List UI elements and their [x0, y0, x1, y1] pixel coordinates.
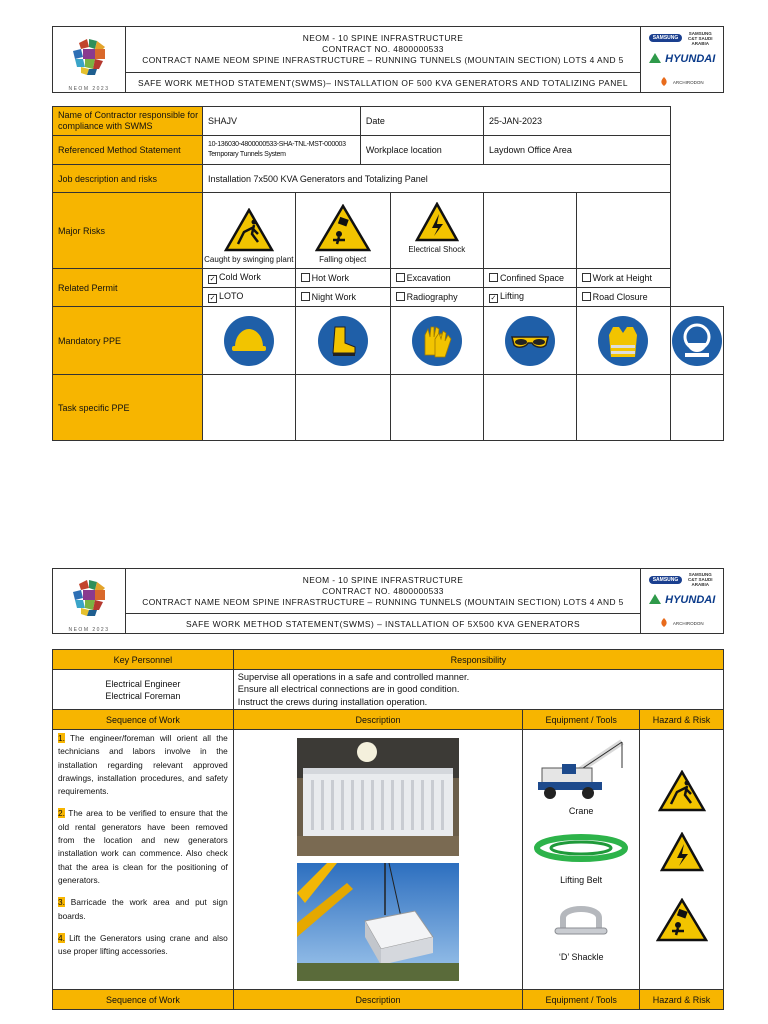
permit-cold-work[interactable]: ✓ Cold Work [203, 269, 296, 288]
header-line-1: NEOM - 10 SPINE INFRASTRUCTURE [302, 33, 464, 43]
safety-glasses-icon [504, 315, 556, 367]
swinging-plant-warning-icon [224, 208, 274, 252]
checkbox[interactable] [396, 292, 405, 301]
contractor-label: Name of Contractor responsible for compliance with SWMS [53, 107, 203, 136]
swms-subtitle: SAFE WORK METHOD STATEMENT(SWMS) – INSTALLATION OF 5X500 KVA GENERATORS [126, 614, 641, 634]
ppe-cell [671, 307, 724, 375]
related-permit-label: Related Permit [53, 269, 203, 307]
electrical-shock-warning-icon [660, 832, 704, 872]
archirodon-flame-icon [660, 77, 668, 86]
archirodon-flame-icon [660, 618, 668, 627]
key-personnel-header: Key Personnel [53, 650, 234, 670]
permit-lifting[interactable]: ✓ Lifting [483, 288, 576, 307]
ppe-cell [576, 307, 670, 375]
header-title-block [126, 27, 641, 73]
ppe-cell [203, 307, 296, 375]
archirodon-logo: ARCHIRODON [672, 621, 704, 626]
ppe-cell [483, 307, 576, 375]
contractor-logos: SAMSUNG SAMSUNG C&T SAUDI ARABIA HYUNDAI ARCHIRODON [641, 569, 724, 634]
step-3: 3. Barricade the work area and put sign boards. [58, 897, 228, 921]
task-ppe-cell [295, 375, 390, 441]
header-line-2: CONTRACT NO. 4800000533 [322, 585, 444, 596]
lifting-belt-icon [534, 828, 629, 868]
ppe-cell [295, 307, 390, 375]
ref-statement-value: 10-136030-4800000533-SHA-TNL-MST-000003 Temporary Tunnels System [203, 136, 361, 165]
risk-falling-object [295, 193, 390, 269]
swms-subtitle: SAFE WORK METHOD STATEMENT(SWMS)– INSTALLATION OF 500 KVA GENERATORS AND TOTALIZING PANEL [126, 73, 641, 93]
description-header-repeat: Description [233, 990, 522, 1010]
hazard-header-repeat: Hazard & Risk [640, 990, 724, 1010]
key-personnel-names: Electrical Engineer Electrical Foreman [53, 670, 234, 710]
falling-object-warning-icon [315, 204, 371, 252]
risk-label-1: Caught by swinging plant [204, 255, 294, 264]
task-ppe-cell [483, 375, 576, 441]
risk-electrical-shock [390, 193, 483, 269]
safety-boots-icon [317, 315, 369, 367]
checkbox-checked[interactable]: ✓ [209, 295, 216, 302]
checkbox-checked[interactable]: ✓ [209, 276, 216, 283]
checkbox-checked[interactable]: ✓ [490, 295, 497, 302]
document-header-2 [52, 568, 724, 634]
equipment-list [523, 730, 640, 990]
work-sequence-table [52, 649, 724, 1010]
swinging-plant-warning-icon [658, 770, 706, 812]
checkbox[interactable] [301, 292, 310, 301]
permit-road-closure[interactable]: Road Closure [576, 288, 670, 307]
header-line-2: CONTRACT NO. 4800000533 [322, 44, 444, 54]
header-line-3: CONTRACT NAME NEOM SPINE INFRASTRUCTURE – RUNNING TUNNELS (MOUNTAIN SECTION) LOTS 4 AND 5 [142, 596, 624, 607]
responsibility-list: Supervise all operations in a safe and controlled manner. Ensure all electrical connections are in good condition. Instruct the crews during installation operation. [233, 670, 723, 710]
job-desc-label: Job description and risks [53, 165, 203, 193]
permit-radiography[interactable]: Radiography [390, 288, 483, 307]
task-ppe-cell [390, 375, 483, 441]
permit-confined-space[interactable]: Confined Space [483, 269, 576, 288]
equipment-header: Equipment / Tools [523, 710, 640, 730]
header-line-1: NEOM - 10 SPINE INFRASTRUCTURE [302, 574, 464, 585]
crane-icon [534, 738, 629, 802]
hazard-header: Hazard & Risk [640, 710, 724, 730]
step-4: 4. Lift the Generators using crane and also use proper lifting accessories. [58, 932, 228, 957]
step-1: 1. The engineer/foreman will orient all the technicians and labors involve in the installation regarding relevant approved drawings, installation procedures, and safety requirements. [58, 733, 228, 797]
workplace-label: Workplace location [360, 136, 483, 165]
permit-loto[interactable]: ✓ LOTO [203, 288, 296, 307]
task-ppe-cell [203, 375, 296, 441]
hyundai-triangle-icon [649, 594, 661, 604]
workplace-value: Laydown Office Area [483, 136, 670, 165]
major-risks-label: Major Risks [53, 193, 203, 269]
hyundai-logo: HYUNDAI [665, 594, 716, 606]
checkbox[interactable] [396, 273, 405, 282]
hi-vis-vest-icon [597, 315, 649, 367]
hyundai-logo: HYUNDAI [665, 52, 716, 65]
step-2: 2. The area to be verified to ensure that the old rental generators have been removed from the location and new generators installation work can commence. Also check that the area is clean for the positioning of generators. [58, 808, 228, 885]
job-desc-value: Installation 7x500 KVA Generators and Totalizing Panel [203, 165, 671, 193]
hyundai-triangle-icon [649, 53, 661, 63]
mandatory-ppe-label: Mandatory PPE [53, 307, 203, 375]
description-images [233, 730, 522, 990]
hazard-icons [640, 730, 724, 990]
d-shackle-icon [551, 902, 611, 942]
sequence-header-repeat: Sequence of Work [53, 990, 234, 1010]
checkbox[interactable] [301, 273, 310, 282]
equipment-header-repeat: Equipment / Tools [523, 990, 640, 1010]
contractor-logos: SAMSUNG SAMSUNG C&T SAUDI ARABIA HYUNDAI ARCHIRODON [641, 27, 724, 93]
sequence-header: Sequence of Work [53, 710, 234, 730]
checkbox[interactable] [582, 273, 591, 282]
responsibility-header: Responsibility [233, 650, 723, 670]
samsung-logo: SAMSUNG [649, 34, 683, 42]
generator-lifting-photo [297, 863, 459, 981]
dust-mask-icon [671, 315, 723, 367]
neom-logo: NEOM 2023 [53, 27, 126, 93]
task-ppe-label: Task specific PPE [53, 375, 203, 441]
contractor-value: SHAJV [203, 107, 361, 136]
hard-hat-icon [223, 315, 275, 367]
sequence-steps [53, 730, 234, 990]
samsung-logo: SAMSUNG [649, 576, 683, 584]
checkbox[interactable] [489, 273, 498, 282]
ref-statement-label: Referenced Method Statement [53, 136, 203, 165]
neom-logo: NEOM 2023 [53, 569, 126, 634]
task-ppe-cell [671, 375, 724, 441]
permit-night-work[interactable]: Night Work [295, 288, 390, 307]
electrical-shock-warning-icon [415, 202, 459, 242]
falling-object-warning-icon [656, 898, 708, 942]
generator-photo [297, 738, 459, 856]
equipment-label-lifting-belt: Lifting Belt [560, 875, 603, 885]
description-header: Description [233, 710, 522, 730]
archirodon-logo: ARCHIRODON [672, 79, 704, 85]
ppe-cell [390, 307, 483, 375]
risk-label-2: Falling object [319, 255, 367, 264]
risk-label-3: Electrical Shock [408, 245, 466, 254]
header-title-block [126, 569, 641, 614]
risk-empty-cell [576, 193, 670, 269]
header-line-3: CONTRACT NAME NEOM SPINE INFRASTRUCTURE – RUNNING TUNNELS (MOUNTAIN SECTION) LOTS 4 AND 5 [142, 55, 624, 65]
permit-excavation[interactable]: Excavation [390, 269, 483, 288]
date-label: Date [360, 107, 483, 136]
date-value: 25-JAN-2023 [483, 107, 670, 136]
gloves-icon [411, 315, 463, 367]
equipment-label-d-shackle: ‘D’ Shackle [558, 952, 604, 962]
task-ppe-cell [576, 375, 670, 441]
document-header [52, 26, 724, 93]
permit-hot-work[interactable]: Hot Work [295, 269, 390, 288]
risk-empty-cell [483, 193, 576, 269]
permit-work-at-height[interactable]: Work at Height [576, 269, 670, 288]
equipment-label-crane: Crane [568, 806, 594, 816]
swms-form-table [52, 106, 724, 441]
checkbox[interactable] [582, 292, 591, 301]
risk-caught-by-swinging-plant [203, 193, 296, 269]
